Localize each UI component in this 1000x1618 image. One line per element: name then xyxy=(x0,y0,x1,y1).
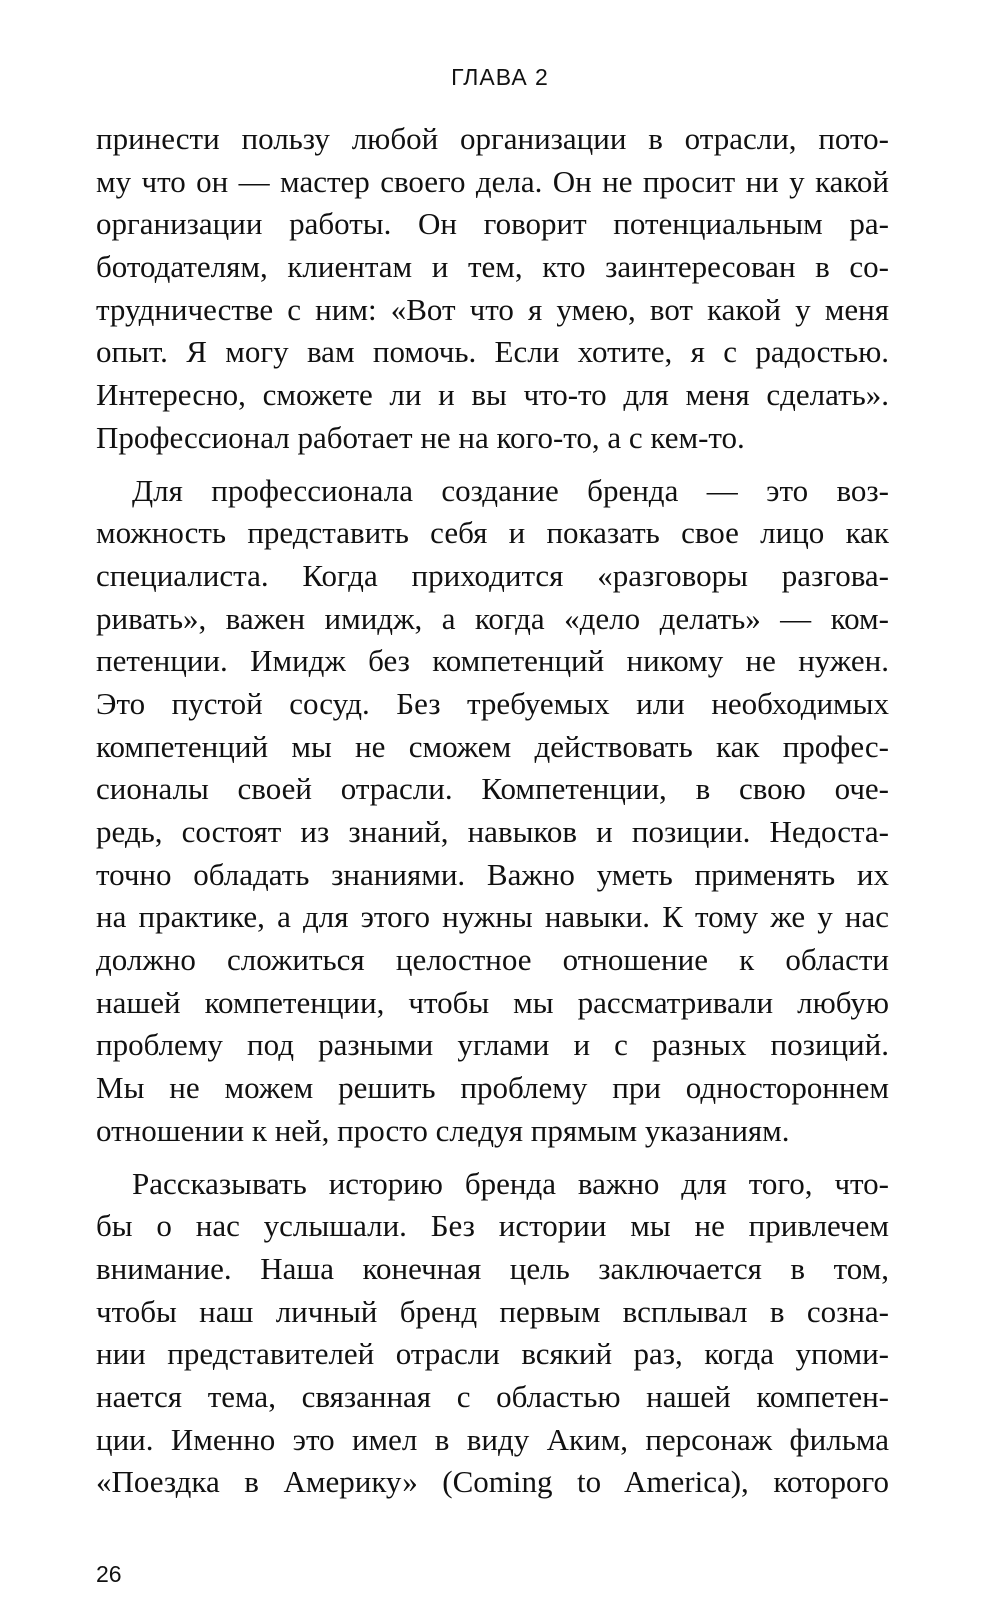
text-line: на практике, а для этого нужны навыки. К тому же у нас xyxy=(96,899,889,935)
text-line: сионалы своей отрасли. Компетенции, в свою оче- xyxy=(96,771,889,807)
text-line: петенции. Имидж без компетенций никому не нужен. xyxy=(96,643,889,679)
text-line: чтобы наш личный бренд первым всплывал в созна- xyxy=(96,1293,889,1329)
text-line: Интересно, сможете ли и вы что-то для меня сделать». xyxy=(96,377,889,413)
text-line: проблему под разными углами и с разных позиций. xyxy=(96,1027,889,1063)
text-line: редь, состоят из знаний, навыков и позиции. Недоста- xyxy=(96,814,889,849)
text-line: Рассказывать историю бренда важно для того, что- xyxy=(132,1165,889,1201)
text-line: организации работы. Он говорит потенциальным ра- xyxy=(96,206,889,242)
text-line: специалиста. Когда приходится «разговоры разгова- xyxy=(96,557,889,593)
text-line: принести пользу любой организации в отрасли, пото- xyxy=(96,121,889,156)
paragraph xyxy=(96,118,889,460)
text-line: нашей компетенции, чтобы мы рассматривали любую xyxy=(96,984,889,1020)
paragraph xyxy=(96,470,889,1153)
text-line: Мы не можем решить проблему при одностороннем xyxy=(96,1070,889,1106)
body-text xyxy=(96,118,889,1504)
text-line: ботодателям, клиентам и тем, кто заинтересован в со- xyxy=(96,249,889,285)
text-line: можность представить себя и показать свое лицо как xyxy=(96,515,889,551)
text-line: бы о нас услышали. Без истории мы не привлечем xyxy=(96,1208,889,1244)
running-head: ГЛАВА 2 xyxy=(451,64,549,90)
page-number: 26 xyxy=(96,1561,122,1587)
text-line: опыт. Я могу вам помочь. Если хотите, я с радостью. xyxy=(96,334,889,370)
text-line: ции. Именно это имел в виду Аким, персонаж фильма xyxy=(96,1421,889,1457)
text-line: внимание. Наша конечная цель заключается в том, xyxy=(96,1250,889,1286)
paragraph xyxy=(96,1163,889,1505)
text-line: «Поездка в Америку» (Coming to America), которого xyxy=(96,1464,889,1500)
text-line: Для профессионала создание бренда — это воз- xyxy=(132,472,889,508)
text-line: компетенций мы не сможем действовать как профес- xyxy=(96,728,889,764)
text-line: должно сложиться целостное отношение к области xyxy=(96,942,889,978)
text-line: му что он — мастер своего дела. Он не просит ни у какой xyxy=(96,163,889,199)
text-line: ривать», важен имидж, а когда «дело делать» — ком- xyxy=(96,600,889,636)
text-line: точно обладать знаниями. Важно уметь применять их xyxy=(96,856,889,892)
text-line: нии представителей отрасли всякий раз, когда упоми- xyxy=(96,1336,889,1372)
text-line: нается тема, связанная с областью нашей компетен- xyxy=(96,1378,889,1414)
text-line: Это пустой сосуд. Без требуемых или необходимых xyxy=(96,685,889,721)
text-line: отношении к ней, просто следуя прямым указаниям. xyxy=(96,1112,790,1148)
text-line: трудничестве с ним: «Вот что я умею, вот какой у меня xyxy=(96,291,889,327)
text-line: Профессионал работает не на кого-то, а с кем-то. xyxy=(96,419,745,455)
